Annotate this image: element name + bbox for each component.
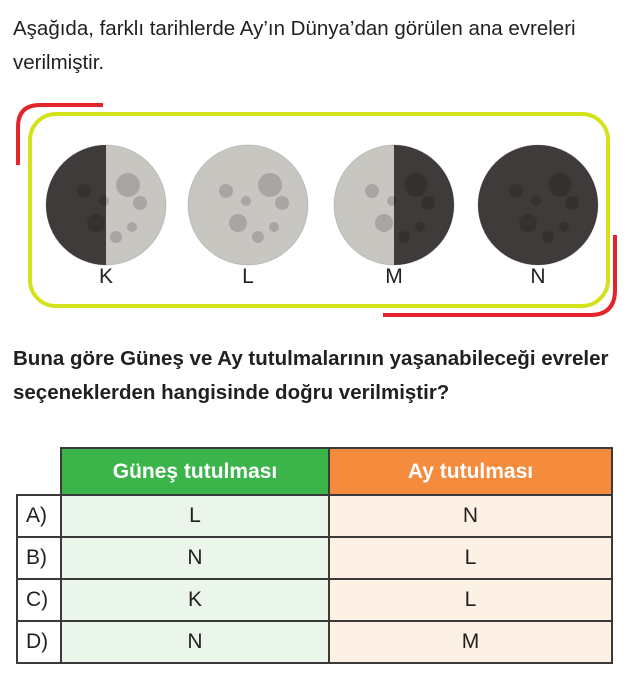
moon-crater bbox=[375, 214, 393, 232]
moon-crater bbox=[387, 196, 397, 206]
moon-crater bbox=[275, 196, 289, 210]
moon-phase-icon bbox=[186, 143, 310, 267]
moon-l bbox=[186, 143, 310, 267]
moon-phase-icon bbox=[476, 143, 600, 267]
moon-label-l: L bbox=[242, 265, 254, 288]
option-letter[interactable]: B) bbox=[17, 537, 61, 579]
moon-crater bbox=[365, 184, 379, 198]
option-letter[interactable]: A) bbox=[17, 495, 61, 537]
moon-label-m: M bbox=[385, 265, 403, 288]
moon-crater bbox=[269, 222, 279, 232]
moon-crater bbox=[415, 222, 425, 232]
moon-lit-half bbox=[332, 143, 394, 267]
moon-dark-half bbox=[44, 143, 106, 267]
moon-crater bbox=[258, 173, 282, 197]
option-row-a[interactable] bbox=[17, 495, 612, 537]
moon-crater bbox=[110, 231, 122, 243]
solar-phase-cell: L bbox=[61, 495, 329, 537]
moon-m bbox=[332, 143, 456, 267]
lunar-eclipse-header: Ay tutulması bbox=[329, 448, 612, 495]
moon-crater bbox=[133, 196, 147, 210]
table-header-row bbox=[17, 448, 612, 495]
moon-n bbox=[476, 143, 600, 267]
lunar-phase-cell: L bbox=[329, 537, 612, 579]
moon-crater bbox=[127, 222, 137, 232]
intro-text: Aşağıda, farklı tarihlerde Ay’ın Dünya’dan görülen ana evreleri verilmiştir. bbox=[13, 17, 576, 74]
moon-crater bbox=[559, 222, 569, 232]
answer-table bbox=[16, 447, 613, 664]
question-text: Buna göre Güneş ve Ay tutulmalarının yaşanabileceği evreler seçeneklerden hangisinde doğru verilmiştir? bbox=[13, 347, 609, 404]
moon-crater bbox=[99, 196, 109, 206]
moon-phase-icon bbox=[44, 143, 168, 267]
moon-phase-icon bbox=[332, 143, 456, 267]
option-row-b[interactable] bbox=[17, 537, 612, 579]
option-letter[interactable]: C) bbox=[17, 579, 61, 621]
moon-crater bbox=[398, 231, 410, 243]
moon-crater bbox=[565, 196, 579, 210]
solar-phase-cell: K bbox=[61, 579, 329, 621]
moon-label-k: K bbox=[98, 265, 113, 288]
corner-cell bbox=[17, 448, 61, 495]
moon-crater bbox=[548, 173, 572, 197]
solar-eclipse-header: Güneş tutulması bbox=[61, 448, 329, 495]
moon-phases-panel bbox=[0, 95, 627, 325]
moon-crater bbox=[87, 214, 105, 232]
moon-k bbox=[44, 143, 168, 267]
moon-crater bbox=[509, 184, 523, 198]
lunar-phase-cell: N bbox=[329, 495, 612, 537]
moon-label-n: N bbox=[530, 265, 546, 288]
moon-crater bbox=[241, 196, 251, 206]
moon-crater bbox=[116, 173, 140, 197]
option-letter[interactable]: D) bbox=[17, 621, 61, 663]
moon-crater bbox=[404, 173, 428, 197]
moon-crater bbox=[229, 214, 247, 232]
moon-crater bbox=[219, 184, 233, 198]
solar-phase-cell: N bbox=[61, 537, 329, 579]
moon-crater bbox=[542, 231, 554, 243]
moon-crater bbox=[531, 196, 541, 206]
moon-crater bbox=[519, 214, 537, 232]
lunar-phase-cell: L bbox=[329, 579, 612, 621]
option-row-c[interactable] bbox=[17, 579, 612, 621]
moon-crater bbox=[252, 231, 264, 243]
option-row-d[interactable] bbox=[17, 621, 612, 663]
solar-phase-cell: N bbox=[61, 621, 329, 663]
lunar-phase-cell: M bbox=[329, 621, 612, 663]
moon-crater bbox=[421, 196, 435, 210]
moon-crater bbox=[77, 184, 91, 198]
